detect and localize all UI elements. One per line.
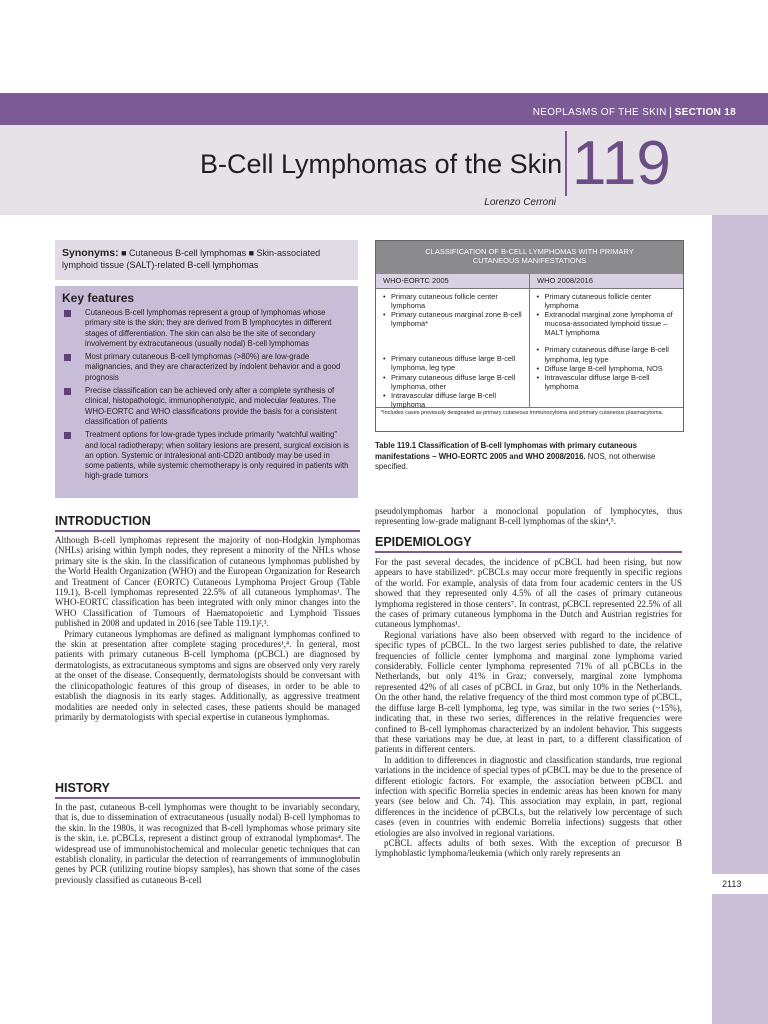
epidemiology-text <box>375 557 682 859</box>
bullet-square-icon <box>64 432 71 439</box>
table-col-1 <box>376 289 530 407</box>
table-cell: • Primary cutaneous follicle center lymphoma <box>383 292 525 310</box>
table-column-headers <box>376 274 683 289</box>
table-title-line-2: CUTANEOUS MANIFESTATIONS <box>472 256 587 265</box>
key-feature-text: Precise classification can be achieved only after a complete synthesis of clinical, histopathologic, immunophenotypic, and molecular features. The WHO-EORTC and WHO classifications provide the basis for a consistent classification of patients <box>85 386 337 426</box>
table-cell: • Primary cutaneous diffuse large B-cell lymphoma, other <box>383 373 525 391</box>
section-number: SECTION 18 <box>670 107 736 118</box>
synonyms-line-2: lymphoid tissue (SALT)-related B-cell lymphomas <box>62 260 259 270</box>
chapter-title: B-Cell Lymphomas of the Skin <box>200 149 563 179</box>
key-features-box <box>55 286 358 498</box>
table-caption-rest: NOS, not otherwise specified. <box>375 451 656 471</box>
key-feature-item <box>62 352 351 383</box>
epidemiology-heading: EPIDEMIOLOGY <box>375 535 682 553</box>
table-footnote: *Includes cases previously designated as primary cutaneous immunocytoma and primary cutaneous plasmacytoma. <box>376 407 683 419</box>
history-heading: HISTORY <box>55 781 360 799</box>
table-title <box>376 241 683 274</box>
table-cell: • Extranodal marginal zone lymphoma of mucosa-associated lymphoid tissue – MALT lymphoma <box>537 310 680 337</box>
col-header-who-2008: WHO 2008/2016 <box>537 276 593 285</box>
key-feature-text: Most primary cutaneous B-cell lymphomas (>80%) are low-grade malignancies, and they are characterized by indolent behavior and a good prognosis <box>85 352 341 382</box>
table-cell: • Diffuse large B-cell lymphoma, NOS <box>537 364 680 373</box>
table-col-2 <box>530 289 684 407</box>
key-feature-item <box>62 308 351 349</box>
section-label <box>533 107 736 118</box>
chapter-number: 119 <box>572 129 671 198</box>
classification-table <box>375 240 684 432</box>
col-header-who-eortc: WHO-EORTC 2005 <box>376 274 530 288</box>
continuation-paragraph: pseudolymphomas harbor a monoclonal population of lymphocytes, thus representing low-grade malignant B-cell lymphomas of the skin⁴,⁵. <box>375 506 682 527</box>
history-paragraph-1: In the past, cutaneous B-cell lymphomas were thought to be invariably secondary, that is, due to dissemination of extracutaneous (usually nodal) B-cell lymphomas to the skin. In the 1980s, it was recognized that B-cell lymphomas whose primary site is the skin, i.e. pCBCLs, represent a distinct group of extranodal lymphomas⁴. The widespread use of immunohistochemical and molecular genetic techniques that can establish clonality, in particular the detection of rearrangements of immunoglobulin genes by PCR (utilizing routine biopsy samples), has shown that some of the cases previously classified as cutaneous B-cell <box>55 802 360 885</box>
table-body <box>376 289 683 407</box>
epi-paragraph-3: In addition to differences in diagnostic and classification standards, true regional variations in the incidence of special types of pCBCL may be due to the presence of different etiologic factors. For example, the association between pCBCL and infection with specific Borrelia species in endemic areas has been known for many years (see below and Ch. 74). This association may explain, in part, regional differences in the incidence of pCBCLs, but the relatively low percentage of such cases (even in countries with endemic Borrelia infections) suggests that other etiologies are also involved in regional variations. <box>375 754 682 838</box>
introduction-heading: INTRODUCTION <box>55 514 360 532</box>
bullet-square-icon <box>64 388 71 395</box>
history-text <box>55 802 360 885</box>
key-feature-item <box>62 430 351 481</box>
table-cell: • Primary cutaneous marginal zone B-cell lymphoma* <box>383 310 525 328</box>
table-title-line-1: CLASSIFICATION OF B-CELL LYMPHOMAS WITH PRIMARY <box>425 247 634 256</box>
epi-paragraph-2: Regional variations have also been observed with regard to the incidence of specific types of pCBCL. In the two largest series published to date, the relative frequencies of follicle center lymphoma and marginal zone lymphoma varied considerably. Follicle center lymphoma represented 71% of all pCBCLs in the Netherlands, but only 41% in Graz; conversely, marginal zone lymphoma represented 42% of all cases of pCBCL in Graz, but only 10% in the Netherlands. On the other hand, the relative frequency of the third most common type of pCBCL, the diffuse large B-cell lymphoma, leg type, was similar in the two series (~15%), indicating that, in these two series, differences in the relative frequencies were confined to B-cell lymphomas characterized by an indolent behavior. This suggests that these variations may be due, at least in part, to a different classification of patients in different centers. <box>375 629 682 755</box>
intro-paragraph-2: Primary cutaneous lymphomas are defined as malignant lymphomas confined to the skin at presentation after complete staging procedures¹,⁴. In general, most patients with primary cutaneous B-cell lymphoma (pCBCL) are diagnosed by dermatologists, as extracutaneous symptoms and signs are observed only very rarely at the onset of the disease. Consequently, dermatologists should be conversant with the clinicopathologic features of this group of diseases, in order to be able to establish the diagnosis in its early stages. Additionally, as aggressive treatment modalities are needed only in selected cases, these patients should be managed primarily by dermatologists with special expertise in cutaneous lymphomas. <box>55 628 360 722</box>
key-feature-item <box>62 386 351 427</box>
intro-paragraph-1: Although B-cell lymphomas represent the majority of non-Hodgkin lymphomas (NHLs) arising within lymph nodes, they represent a minority of the NHLs whose primary site is the skin. In the classification of cutaneous lymphomas published by the World Health Organization (WHO) and the European Organization for Research and Treatment of Cancer (EORTC) Cutaneous Lymphoma Project Group (Table 119.1), B-cell lymphomas represented 22.5% of all cutaneous lymphomas¹. The WHO-EORTC classification has been integrated with only minor changes into the WHO Classification of Tumours of Haematopoietic and Lymphoid Tissues published in 2008 and updated in 2016 (see Table 119.1)²,³. <box>55 535 360 629</box>
page-number: 2113 <box>722 879 742 889</box>
bullet-square-icon <box>64 310 71 317</box>
side-tab-top <box>712 125 768 215</box>
right-column-continuation <box>375 506 682 527</box>
table-caption-bold: Table 119.1 Classification of B-cell lymphomas with primary cutaneous manifestations – WHO-EORTC 2005 and WHO 2008/2016. <box>375 441 637 461</box>
synonyms-label: Synonyms: <box>62 247 119 259</box>
key-feature-text: Treatment options for low-grade types include primarily “watchful waiting” and local radiotherapy; when solitary lesions are present, surgical excision is an option. Systemic or intralesional anti-CD20 antibody may be used in some patients, while systemic chemotherapy is only required in patients with high-grade tumors <box>85 430 349 481</box>
introduction-text <box>55 535 360 722</box>
table-cell: • Primary cutaneous diffuse large B-cell lymphoma, leg type <box>537 345 680 363</box>
table-cell: • Primary cutaneous diffuse large B-cell lymphoma, leg type <box>383 354 525 372</box>
table-caption <box>375 441 685 473</box>
synonyms-box <box>55 240 358 280</box>
section-name: NEOPLASMS OF THE SKIN <box>532 107 667 118</box>
bullet-square-icon <box>64 354 71 361</box>
epi-paragraph-4: pCBCL affects adults of both sexes. With the exception of precursor B lymphoblastic lymphoma/leukemia (which only rarely represents an <box>375 837 682 859</box>
key-features-heading: Key features <box>62 291 135 305</box>
synonyms-line-1: ■ Cutaneous B-cell lymphomas ■ Skin-associated <box>121 248 321 258</box>
table-cell: • Intravascular diffuse large B-cell lymphoma <box>537 373 680 391</box>
epi-paragraph-1: For the past several decades, the incidence of pCBCL had been rising, but now appears to have stabilized⁶. pCBCLs may occur more frequently in specific regions of the world. For example, analysis of data from four academic centers in the US showed that they represented only 4.5% of all the cases of primary cutaneous lymphoma registered in those centers⁷. In contrast, pCBCL represented 22.5% of all the cases of primary cutaneous lymphoma in the Dutch and Austrian registries for cutaneous lymphomas¹. <box>375 557 682 630</box>
author: Lorenzo Cerroni <box>484 197 556 208</box>
key-feature-text: Cutaneous B-cell lymphomas represent a group of lymphomas whose primary site is the skin; they are derived from B lymphocytes in different stages of differentiation. The skin can also be the site of secondary involvement by extracutaneous (usually nodal) B-cell lymphomas <box>85 308 332 348</box>
table-cell: • Intravascular diffuse large B-cell lymphoma <box>383 391 525 409</box>
table-cell: • Primary cutaneous follicle center lymphoma <box>537 292 680 310</box>
